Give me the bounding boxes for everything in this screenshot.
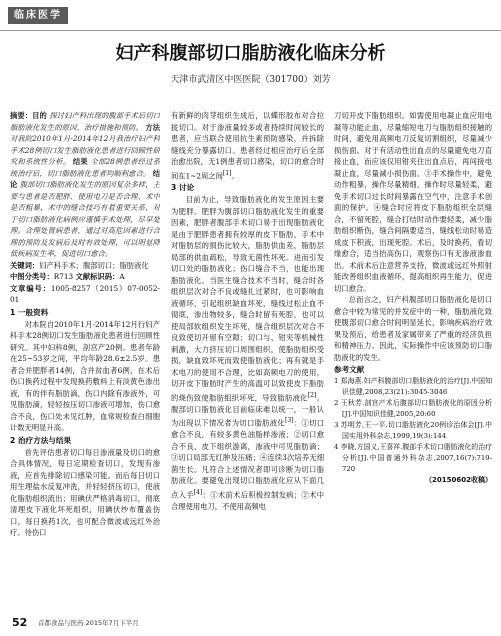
citation: [3] xyxy=(284,417,294,425)
reference-item xyxy=(334,398,492,420)
page-footer xyxy=(0,612,501,636)
reference-number: 2 xyxy=(334,399,339,407)
clc-value: R713 xyxy=(53,272,74,281)
article-author-affiliation: 天津市武清区中医医院（301700）刘芳 xyxy=(170,75,331,85)
section-3-heading: 3 讨论 xyxy=(171,183,195,193)
classification xyxy=(10,271,160,283)
keywords xyxy=(10,260,160,272)
reference-text: 郑海燕.妇产科腹部切口脂肪液化的治疗[J].中国知识佳健,2008,23(21):3045-3046 xyxy=(340,377,492,396)
paragraph-text-end: 。 xyxy=(231,170,239,180)
doc-code-label: 文献标识码： xyxy=(75,272,120,281)
journal-name: 首都食品与医药 2015年7月下半月 xyxy=(38,619,139,627)
reference-text: 苏明芳,王一平.切口脂肪液化20例诊治体会[J].中国实用外科杂志,1999,19(3):144 xyxy=(340,421,492,440)
reference-number: 4 xyxy=(334,443,339,451)
article-title: 妇产科腹部切口脂肪液化临床分析 xyxy=(115,43,386,64)
conclusion-paragraph: 总而言之，妇产科腹部切口脂肪液化是切口愈合中较为常见的并发症中的一种，脂肪液化致使腹部切口愈合时间明显延长，影响疾病治疗效果及预后，给患者及家属带来了严重的经济负担和精神压力。因此，实际操作中应该预防切口脂肪液化的发生。 xyxy=(334,295,492,362)
abstract-objective: 探讨妇产科出现的腹部手术后切口脂肪液化发生的原因、治疗措施和预防。 xyxy=(10,111,160,132)
reference-text: 李晓,方国义,王喜祥.腹部手术切口脂肪液化的治疗分析[J].中国普通外科杂志,2007,16(7):719-720 xyxy=(340,443,492,473)
paragraph-text-end: ：①术前术后积极控制发病；②术中合理使用电刀，不使用高频电 xyxy=(171,490,324,511)
section-1-paragraph: 对本院自2010年1月-2014年12月行妇产科手术28例切口发生脂肪液化患者进行回顾性研究。其中妇科8例，剖宫产20例。患者年龄在25~53岁之间，平均年龄28.6±2.5岁。患者合并肥胖者14例，合并贫血者6例，在术后伤口换药过程中发现换药敷料上有淡黄色渗出液，有的伴有脂肪滴，伤口内除有渗液外，可见脂肪滴，轻轻按压切口渗液可增加，伤口愈合不良，伤口处未见红肿，血常规检查白细胞计数无明显升高。 xyxy=(10,319,160,432)
reference-text: 王秋芳.剖宫产术后腹部切口脂肪液化的原因分析[J].中国知识佳健,2005,20:60 xyxy=(340,399,492,418)
abstract-method: 对我院2010年1月-2014年12月我治疗妇产科手术28例切口发生脂肪液化患者进行回顾性研究和系统性分析。 xyxy=(10,134,160,166)
reference-item xyxy=(334,376,492,398)
doc-code-value: A xyxy=(119,272,125,281)
article-no-value: 1005-8257（2015）07-0052-01 xyxy=(10,283,160,304)
section-1-heading: 1 一般资料 xyxy=(10,307,49,317)
references-list xyxy=(334,376,492,475)
discussion-paragraph-cont: 刀切开皮下脂肪组织。如需使用电凝止血应用电凝等功能止血，尽量缩短电刀与脂肪组织接触的时间，避免用高频电刀反复切割组织，尽量减少损伤面。对于有活动性出血点的尽量避免电刀直接止血，而应该仅用钳夹住出血点后，再间接电凝止血，尽量减小损伤面。③手术操作中，避免动作粗暴，操作尽量精细，操作时尽量轻柔，避免手术切口过长时间暴露在空气中，注意手术创面的保护。④缝合时应将皮下脂肪组织全层缝合，不留死腔，缝合打结时动作要轻柔，减少脂肪组织断伤，缝合间隔要适当，缝线松动时易造成皮下积液，出现死腔。术后，及时换药，看切缘愈合，适当抬高伤口，观察伤口有无渗液渗血出。术前术后注意营养支持，微波或远红外照射能改善组织血液循环，提高组织再生能力，促进切口愈合。 xyxy=(334,111,492,293)
paragraph-text-cont: 。腹部切口脂肪液化目前临床难以统一，一般认为出现以下情况者为切口脂肪液化 xyxy=(171,393,324,428)
header-rule xyxy=(0,30,501,31)
section-2-heading: 2 治疗方法与结果 xyxy=(10,435,72,445)
paragraph-text: 有新鲜的肉芽组织生成后，以蝶形胶布对合拉拢切口。对于渗液量较多或者持续时间较长的患者，应当联合使用抗生素预防感染，并拆除缝线充分暴露切口。患者经过相应治疗后全部治愈出院，无1例患者切口感染，切口的愈合时间在1~2周之间 xyxy=(171,111,324,180)
reference-number: 3 xyxy=(334,421,339,429)
column-left xyxy=(10,110,160,608)
abstract-conclusion: 腹部切口脂肪液化发生的原因复杂多样，主要与患者是否肥胖、使用电刀是否合理、术中是否粗暴，术中的缝合技巧有着重要关系，对于切口脂肪液化病例应谨慎手术处理，尽早处理。合理处置病患者，通过对高危因素进行合理的预防及发病后及时有效处理，可以明显降低疾病发生率，促进切口愈合。 xyxy=(10,180,160,258)
discussion-paragraph xyxy=(171,194,324,512)
column-middle xyxy=(171,110,324,608)
article-no-label: 文章编号： xyxy=(10,283,51,293)
citation: [2] xyxy=(307,391,317,399)
section-tag: 临床医学 xyxy=(8,7,68,24)
abstract-method-label: 方法 xyxy=(145,122,160,132)
column-right xyxy=(334,110,492,608)
paragraph-text-cont: ：①切口愈合不良，有较多黄色油脂样渗液；②切口愈合不良，皮下组织游离，渗液中可见脂肪滴；③切口局部无红肿及压痛；④连续3次培养无细菌生长。凡符合上述情况者即可诊断为切口脂肪液化。要避免出现切口脂肪液化应从下面几点入手 xyxy=(171,418,324,500)
section-header-bar xyxy=(0,0,501,30)
citation: [4] xyxy=(193,488,203,496)
clc-label: 中图分类号： xyxy=(10,272,54,281)
paragraph-text: 目前为止，导致脂肪液化的发生原因主要为肥胖。肥胖为腹部切口脂肪液化发生的重要因素，肥胖者腹部手术切口易于出现脂肪液化是由于肥胖患者拥有较厚的皮下脂肪，手术中对脂肪层的损伤比较大，脂肪供血差，脂肪层局部的供血疏松，导致无菌性坏死。进而引发切口处的脂肪液化；伤口缝合不当，也能出现脂肪液化。当医生缝合技术不当时，缝合时各组织层次对合不良或缝扎过紧时，也可影响血液循环，引起组织缺血坏死，缝线过松止血不彻底，渗出物较多，缝合时留有死腔，也可以使局部软组织发生坏死，缝合组织层次对合不良致使切开留有空隙；切口与、钳夹等机械性刺激，大力挤压切口周围组织，使脂肪组织受损，缺血致坏死而致使脂肪液化；再有就是手术电刀的使用不合理，比如高频电刀的使用，切开皮下脂肪时产生的高温可以致使皮下脂肪的烧伤致使脂肪组织坏死，导致脂肪液化 xyxy=(171,195,324,403)
abstract-objective-label: 目的 xyxy=(32,111,47,120)
citation: [1] xyxy=(222,169,232,177)
abstract-result: 全部28例患者经过系统治疗后，切口脂肪液化患者均顺利愈合。 xyxy=(10,157,160,178)
abstract-result-label: 结果 xyxy=(72,157,88,166)
abstract-label: 摘要： xyxy=(10,111,33,120)
abstract xyxy=(10,110,160,260)
abstract-conclusion-label: 结论 xyxy=(10,168,160,189)
reference-item xyxy=(334,420,492,442)
section-2-paragraph: 首先评估患者切口每日渗液量及切口的愈合具体情况，每日定期检查切口，发现有渗液，应首先排除切口感染可能。而后每日切口用生理盐水反复冲洗，并轻轻挤压切口，使液化脂肪组织流出；用碘伏严格消毒切口，彻底清理皮下液化坏死组织，用碘伏纱布覆盖伤口，每日换药1次，也可配合微波或远红外治疗。待伤口 xyxy=(10,447,160,537)
section-2-paragraph-cont xyxy=(171,110,324,181)
references-heading: 参考文献 xyxy=(334,365,365,374)
reference-number: 1 xyxy=(334,377,339,385)
received-date: （20150602收稿） xyxy=(425,476,492,484)
reference-item xyxy=(334,442,492,475)
article-number xyxy=(10,283,160,306)
page-number: 52 xyxy=(12,616,28,629)
keywords-value: 妇产科手术；腹部切口；脂肪液化 xyxy=(39,260,149,270)
keywords-label: 关键词： xyxy=(10,260,40,270)
